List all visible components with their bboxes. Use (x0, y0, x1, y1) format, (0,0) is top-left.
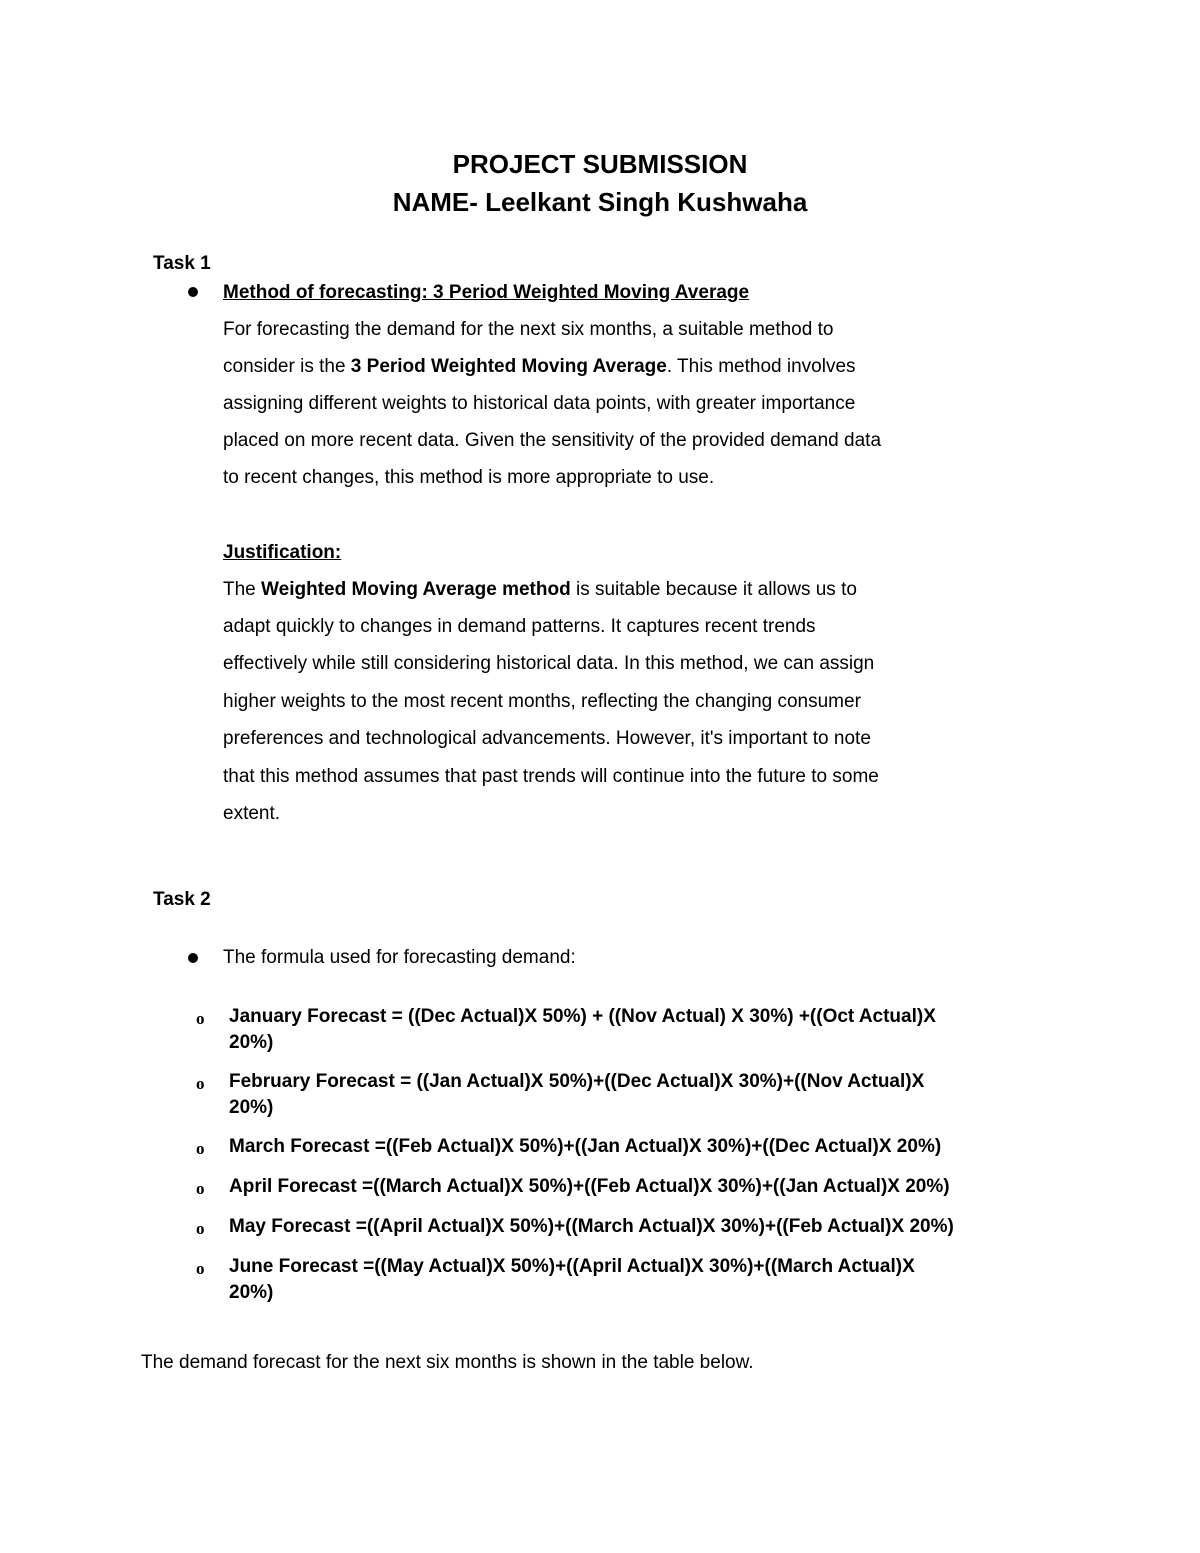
task1-para2-line7: extent. (223, 803, 281, 824)
author-name: NAME- Leelkant Singh Kushwaha (392, 187, 808, 217)
formula-april: April Forecast =((March Actual)X 50%)+((Feb Actual)X 30%)+((Jan Actual)X 20%) (229, 1176, 950, 1197)
formula-may: May Forecast =((April Actual)X 50%)+((March Actual)X 30%)+((Feb Actual)X 20%) (229, 1216, 954, 1237)
formula-february-line1: February Forecast = ((Jan Actual)X 50%)+((Dec Actual)X 30%)+((Nov Actual)X (229, 1071, 925, 1092)
bullet-icon (188, 953, 198, 963)
task1-para1-line4: placed on more recent data. Given the sensitivity of the provided demand data (223, 430, 882, 451)
task1-para2-line1 (223, 578, 857, 602)
sub-bullet-icon: o (196, 1139, 205, 1158)
task1-para2-line6: that this method assumes that past trends will continue into the future to some (223, 766, 879, 787)
task1-para2-line3: effectively while still considering historical data. In this method, we can assign (223, 653, 875, 674)
bullet-icon (188, 287, 198, 297)
task1-para2-line4: higher weights to the most recent months, reflecting the changing consumer (223, 691, 861, 712)
document-title: PROJECT SUBMISSION (452, 149, 748, 179)
closing-sentence: The demand forecast for the next six months is shown in the table below. (141, 1352, 754, 1373)
para1-line2-post: . This method involves (666, 356, 856, 377)
task1-para1-line5: to recent changes, this method is more appropriate to use. (223, 467, 715, 488)
task1-para1-line3: assigning different weights to historical data points, with greater importance (223, 393, 856, 414)
task1-para2-line2: adapt quickly to changes in demand patterns. It captures recent trends (223, 616, 816, 637)
sub-bullet-icon: o (196, 1074, 205, 1093)
task1-para2-line5: preferences and technological advancements. However, it's important to note (223, 728, 871, 749)
para1-line2-bold: 3 Period Weighted Moving Average (350, 356, 667, 377)
formula-january-line2: 20%) (229, 1032, 274, 1053)
formula-march: March Forecast =((Feb Actual)X 50%)+((Jan Actual)X 30%)+((Dec Actual)X 20%) (229, 1136, 942, 1157)
formula-june-line2: 20%) (229, 1282, 274, 1303)
task1-para1-line2 (223, 355, 856, 379)
method-heading: Method of forecasting: 3 Period Weighted Moving Average (223, 282, 750, 303)
formula-february-line2: 20%) (229, 1097, 274, 1118)
sub-bullet-icon: o (196, 1009, 205, 1028)
para2-line1-pre: The (223, 579, 262, 600)
para1-line2-pre: consider is the (223, 356, 351, 377)
justification-heading: Justification: (223, 542, 342, 563)
sub-bullet-icon: o (196, 1259, 205, 1278)
task1-para1-line1: For forecasting the demand for the next six months, a suitable method to (223, 319, 834, 340)
task2-heading: Task 2 (153, 889, 211, 910)
formula-january-line1: January Forecast = ((Dec Actual)X 50%) + ((Nov Actual) X 30%) +((Oct Actual)X (229, 1006, 936, 1027)
formula-june-line1: June Forecast =((May Actual)X 50%)+((April Actual)X 30%)+((March Actual)X (229, 1256, 915, 1277)
formula-intro: The formula used for forecasting demand: (223, 947, 576, 968)
sub-bullet-icon: o (196, 1179, 205, 1198)
para2-line1-post: is suitable because it allows us to (570, 579, 857, 600)
para2-line1-bold: Weighted Moving Average method (261, 579, 571, 600)
sub-bullet-icon: o (196, 1219, 205, 1238)
task1-heading: Task 1 (153, 253, 211, 274)
